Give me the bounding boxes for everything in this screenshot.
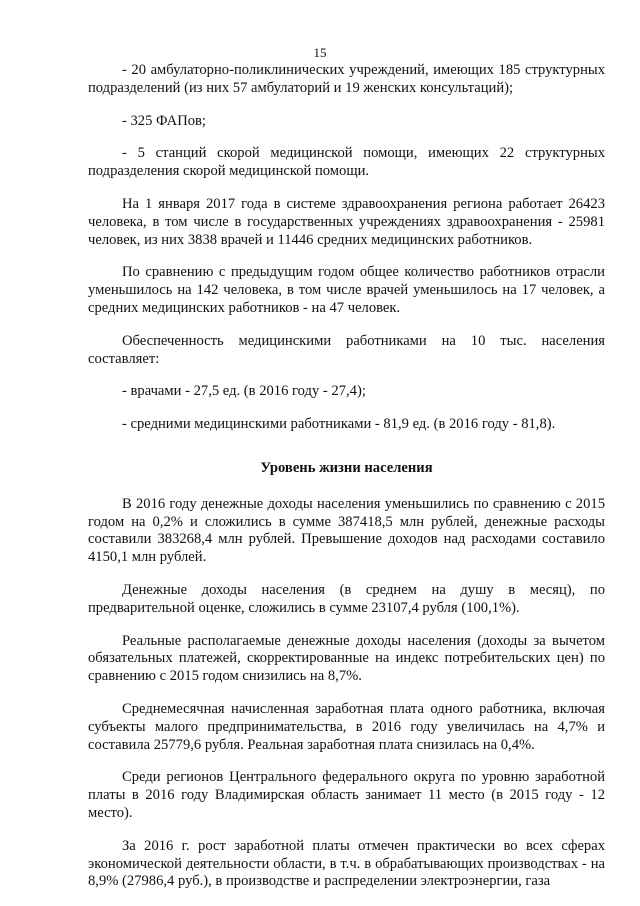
paragraph: В 2016 году денежные доходы населения уменьшились по сравнению с 2015 годом на 0,2% и сложились в сумме 387418,5 млн рублей, денежные расходы составили 383268,4 млн рублей. Превышение доходов над расходами составило 4150,1 млн рублей. — [88, 495, 605, 566]
paragraph: Среднемесячная начисленная заработная плата одного работника, включая субъекты малого предпринимательства, в 2016 году увеличилась на 4,7% и составила 25779,6 рубля. Реальная заработная плата снизилась на 0,4%. — [88, 700, 605, 753]
paragraph: Среди регионов Центрального федерального округа по уровню заработной платы в 2016 году Владимирская область занимает 11 место (в 2015 году - 12 место). — [88, 769, 605, 821]
paragraph-list-item: - средними медицинскими работниками - 81,9 ед. (в 2016 году - 81,8). — [122, 416, 556, 433]
paragraph-list-item: - 325 ФАПов; — [122, 112, 206, 129]
paragraph: На 1 января 2017 года в системе здравоохранения региона работает 26423 человека, в том числе в государственных учреждениях здравоохранения - 25981 человек, из них 3838 врачей и 11446 средних медицинских работников. — [88, 195, 605, 248]
paragraph: За 2016 г. рост заработной платы отмечен практически во всех сферах экономической деятельности области, в т.ч. в обрабатывающих производствах - на 8,9% (27986,4 руб.), в производстве и распределении электроэнергии, газа — [88, 837, 605, 890]
paragraph-list-item: - 5 станций скорой медицинской помощи, имеющих 22 структурных подразделения скорой медицинской помощи. — [88, 145, 605, 180]
paragraph: По сравнению с предыдущим годом общее количество работников отрасли уменьшилось на 142 человека, в том числе врачей уменьшилось на 17 человек, а средних медицинских работников - на 47 человек. — [88, 264, 605, 316]
page-number: 15 — [313, 45, 327, 60]
paragraph: Обеспеченность медицинскими работниками на 10 тыс. населения составляет: — [88, 332, 605, 367]
document-body — [88, 62, 605, 906]
paragraph-list-item: - 20 амбулаторно-поликлинических учреждений, имеющих 185 структурных подразделений (из них 57 амбулаторий и 19 женских консультаций); — [88, 62, 605, 96]
paragraph: Денежные доходы населения (в среднем на душу в месяц), по предварительной оценке, сложились в сумме 23107,4 рубля (100,1%). — [88, 581, 605, 616]
paragraph-list-item: - врачами - 27,5 ед. (в 2016 году - 27,4); — [122, 383, 366, 400]
paragraph: Реальные располагаемые денежные доходы населения (доходы за вычетом обязательных платежей, скорректированные на индекс потребительских цен) по сравнению с 2015 годом снизились на 8,7%. — [88, 632, 605, 685]
section-heading: Уровень жизни населения — [260, 459, 433, 476]
